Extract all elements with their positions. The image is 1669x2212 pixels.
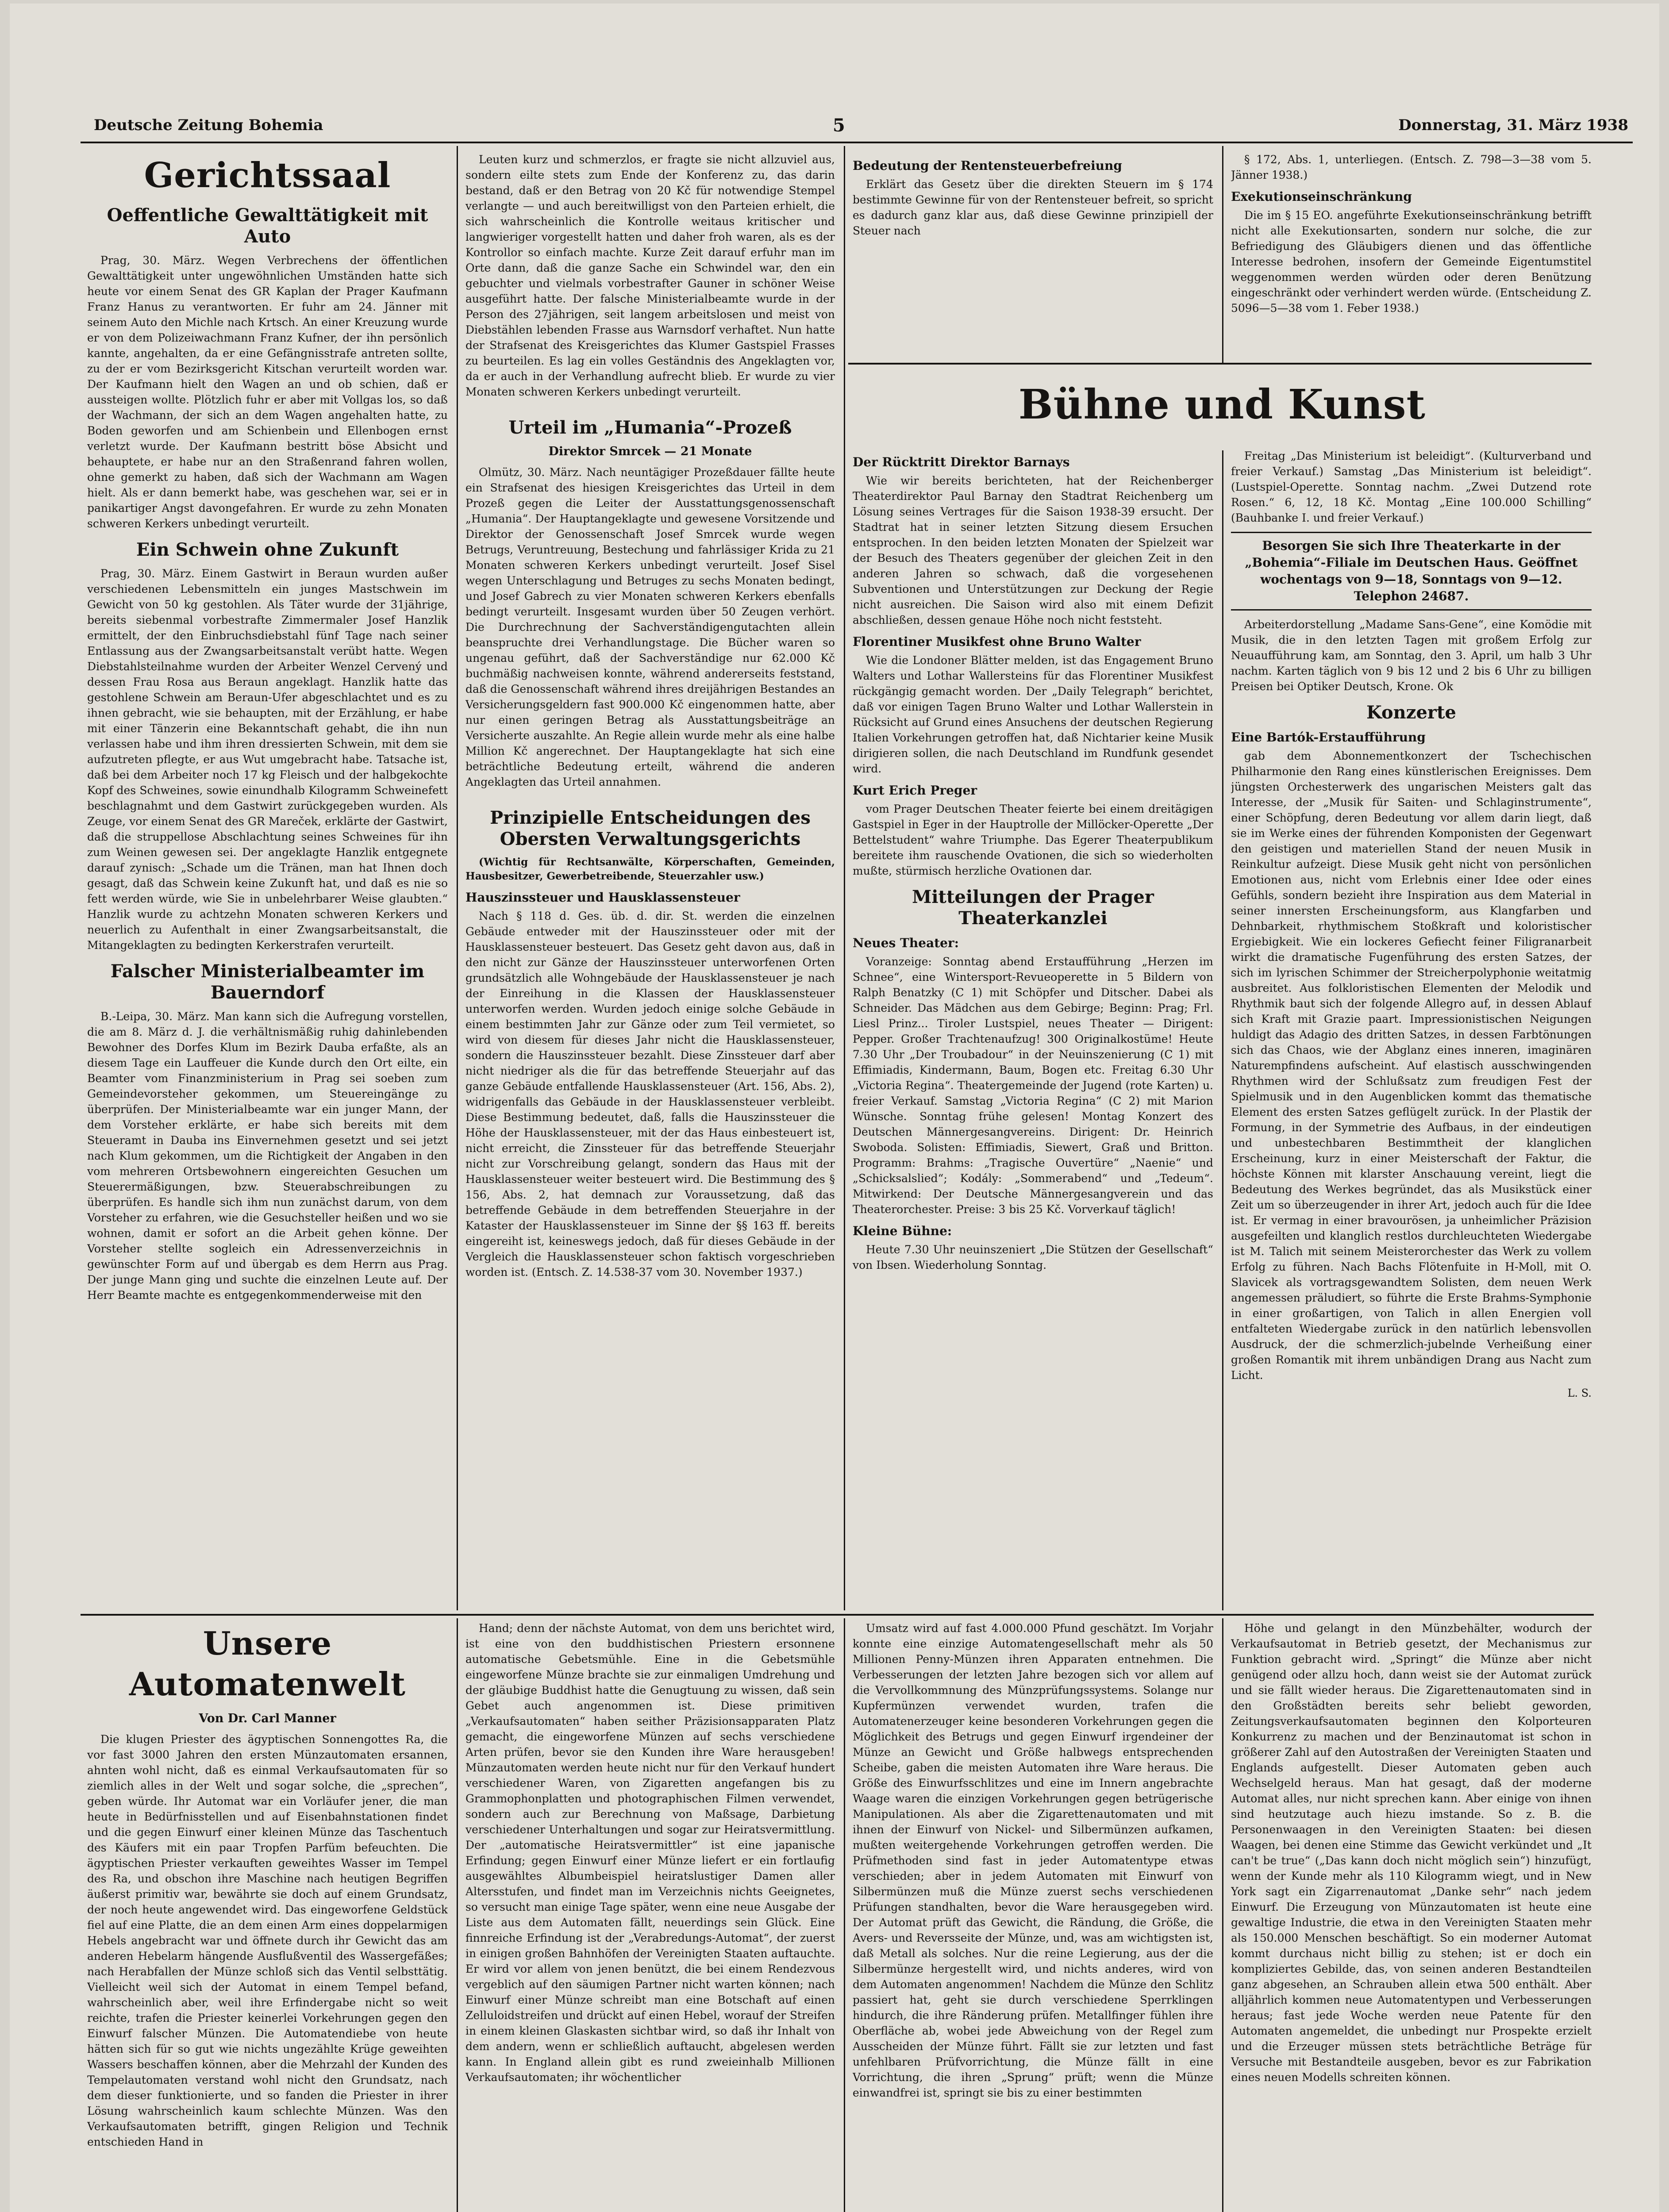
- article-text: Nach § 118 d. Ges. üb. d. dir. St. werden die einzelnen Gebäude entweder mit der Hauszinssteuer oder mit der Hausklassensteuer besteuert. Das Gesetz geht davon aus, daß in den nicht zur Gänze der Hauszinssteuer unterworfenen Orten grundsätzlich alle Wohngebäude der Hausklassensteuer je nach der Einreihung in die Klassen der Hausklassensteuer unterworfen werden. Wurden jedoch einige solche Gebäude in einem bestimmten Jahr zur Gänze oder zum Teil vermietet, so wird von diesem für dieses Jahr nicht die Hausklassensteuer, sondern die Hauszinssteuer bezahlt. Diese Zinssteuer darf aber nicht niedriger als die für das betreffende Steuerjahr auf das ganze Gebäude entfallende Hausklassensteuer (Art. 156, Abs. 2), widrigenfalls das Gebäude in der Hausklassensteuer verbleibt. Diese Bestimmung bedeutet, daß, falls die Hauszinssteuer die Höhe der Hausklassensteuer, mit der das Haus einbesteuert ist, nicht erreicht, die Zinssteuer für das betreffende Steuerjahr nicht zur Vorschreibung gelangt, sondern das Haus mit der Hausklassensteuer weiter besteuert wird. Die Bestimmung des § 156, Abs. 2, hat demnach zur Voraussetzung, daß das betreffende Gebäude in dem betreffenden Steuerjahre in der Kataster der Hausklassensteuer im Sinne der §§ 163 ff. bereits eingereiht ist, keineswegs jedoch, daß für dieses Gebäude in der Vergleich die Hausklassensteuer schon faktisch vorgeschrieben worden ist. (Entsch. Z. 14.538-37 vom 30. November 1937.): [465, 910, 835, 1279]
- article-subtitle: (Wichtig für Rechtsanwälte, Körperschaften, Gemeinden, Hausbesitzer, Gewerbetreibende, Steuerzahler usw.): [465, 856, 835, 882]
- subheading: Kleine Bühne:: [853, 1224, 952, 1238]
- article-title: Urteil im „Humania“-Prozeß: [508, 417, 792, 438]
- article-title-automaten: Unsere Automatenwelt: [129, 1624, 406, 1703]
- article-text: Heute 7.30 Uhr neuinszeniert „Die Stützen der Gesellschaft“ von Ibsen. Wiederholung Sonntag.: [853, 1243, 1213, 1271]
- article-title: Konzerte: [1366, 702, 1456, 723]
- article-title: Oeffentliche Gewalttätigkeit mit Auto: [107, 205, 428, 247]
- article-title: Mitteilungen der Prager Theaterkanzlei: [912, 887, 1154, 929]
- article-text-continued: Leuten kurz und schmerzlos, er fragte sie nicht allzuviel aus, sondern eilte stets zum Ende der Konferenz zu, das darin bestand, daß er den Betrag von 20 Kč für notwendige Stempel verlangte — und auch bereitwilligst von den Parteien erhielt, die sich wahrscheinlich die Kontrolle weitaus kritischer und langwieriger vorgestellt hatten und daher froh waren, als es der Kontrollor so einfach machte. Kurze Zeit darauf erfuhr man im Orte dann, daß die ganze Sache ein Schwindel war, den ein gebuchter und vielmals vorbestrafter Gauner in schöner Weise ausgeführt hatte. Der falsche Ministerialbeamte wurde in der Person des 27jährigen, seit langem arbeitslosen und meist von Diebstählen lebenden Frasse aus Warnsdorf verhaftet. Nun hatte der Strafsenat des Kreisgerichtes das Klumer Gastspiel Frasses zu beurteilen. Es lag ein volles Geständnis des Angeklagten vor, da er auch in der Verhandlung aufrecht blieb. Er wurde zu vier Monaten schweren Kerkers unbedingt verurteilt.: [465, 153, 835, 398]
- article-text: Hand; denn der nächste Automat, von dem uns berichtet wird, ist eine von den buddhistischen Priestern ersonnene automatische Gebetsmühle. Eine in die Gebetsmühle eingeworfene Münze brachte sie zur einmaligen Umdrehung und der gläubige Buddhist hatte die Genugtuung zu wissen, daß sein Gebet auch angenommen ist. Diese primitiven „Verkaufsautomaten“ haben seither Präzisionsapparaten Platz gemacht, die eingeworfene Münzen auf sechs verschiedene Arten prüfen, bevor sie den Kunden ihre Ware herausgeben! Münzautomaten werden heute nicht nur für den Verkauf hundert verschiedener Waren, von Zigaretten angefangen bis zu Grammophonplatten und photographischen Filmen verwendet, sondern auch zur Berechnung von Maßsage, Darbietung verschiedener Unterhaltungen und sogar zur Heiratsvermittlung. Der „automatische Heiratsvermittler“ ist eine japanische Erfindung; gegen Einwurf einer Münze liefert er ein fortlaufig ausgewähltes Albumbeispiel heiratslustiger Damen aller Altersstufen, und findet man im Verzeichnis nichts Geeignetes, so versucht man einige Tage später, wenn eine neue Ausgabe der Liste aus dem Automaten fällt, neuerdings sein Glück. Eine finnreiche Erfindung ist der „Verabredungs-Automat“, der zuerst in einigen großen Bahnhöfen der Vereinigten Staaten auftauchte. Er wird vor allem von jenen benützt, die bei einem Rendezvous vergeblich auf den säumigen Partner nicht warten können; nach Einwurf einer Münze schreibt man eine Botschaft auf einen Zelluloidstreifen und drückt auf einen Hebel, worauf der Streifen in einem kleinen Glaskasten sichtbar wird, so daß ihr Inhalt von dem andern, wenn er schließlich auftaucht, abgelesen werden kann. In England allein gibt es rund zweieinhalb Millionen Verkaufsautomaten; ihr wöchentlicher: [465, 1622, 835, 2084]
- article-text: Voranzeige: Sonntag abend Erstaufführung „Herzen im Schnee“, eine Wintersport-Revueoperette in 5 Bildern von Ralph Benatzky (C 1) mit Schöpfer und Ditscher. Dabei als Schneider. Das Mädchen aus dem Gebirge; Beginn: Prag; Frl. Liesl Prinz... Tiroler Lustspiel, neues Theater — Dirigent: Pepper. Großer Trachtenaufzug! 300 Originalkostüme! Heute 7.30 Uhr „Der Troubadour“ in der Neuinszenierung (C 1) mit Effimiadis, Kindermann, Baum, Bogen etc. Freitag 6.30 Uhr „Victoria Regina“. Theatergemeinde der Jugend (rote Karten) u. freier Verkauf. Samstag „Victoria Regina“ (C 2) mit Marion Wünsche. Sonntag frühe gelesen! Montag Konzert des Deutschen Männergesangvereins. Dirigent: Dr. Heinrich Swoboda. Solisten: Effimiadis, Siewert, Graß und Britton. Programm: Brahms: „Tragische Ouvertüre“ „Naenie“ und „Schicksalslied“; Kodály: „Sommerabend“ und „Tedeum“. Mitwirkend: Der Deutsche Männergesangverein und das Theaterorchester. Preise: 3 bis 25 Kč. Vorverkauf täglich!: [853, 955, 1213, 1216]
- column-automaten-4: [1231, 1621, 1592, 2212]
- article-text: Wie die Londoner Blätter melden, ist das Engagement Bruno Walters und Lothar Wallersteins für das Florentiner Musikfest rückgängig gemacht worden. Der „Daily Telegraph“ berichtet, daß vor einigen Tagen Bruno Walter und Lothar Wallerstein in Rücksicht auf Grund eines Ansuchens der deutschen Regierung Italien Vorkehrungen getroffen hat, daß Nichtarier keine Musik dirigieren sollen, die nach Deutschland im Rundfunk gesendet wird.: [853, 654, 1213, 775]
- column-two: [465, 152, 835, 1609]
- article-text: Olmütz, 30. März. Nach neuntägiger Prozeßdauer fällte heute ein Strafsenat des hiesigen Kreisgerichtes das Urteil in dem Prozeß gegen die Leiter der Ausstattungsgenossenschaft „Humania“. Der Hauptangeklagte und gewesene Vorsitzende und Direktor der Genossenschaft Josef Smrcek wurde wegen Betrugs, Veruntreuung, Bestechung und fahrlässiger Krida zu 21 Monaten schweren Kerkers unbedingt verurteilt. Josef Sisel wegen Unterschlagung und Betruges zu sechs Monaten bedingt, und Josef Gabrech zu vier Monaten schweren Kerkers ebenfalls bedingt verurteilt. Insgesamt wurden über 50 Zeugen verhört. Die Durchrechnung der Sachverständigengutachten allein beanspruchte drei Verhandlungstage. Die Bücher waren so ungenau geführt, daß der Sachverständige nur 62.000 Kč buchmäßig nachweisen konnte, während andererseits feststand, daß die Genossenschaft während ihres dreijährigen Bestandes an Versicherungsgeldern fast 900.000 Kč eingenommen hatte, aber nur einen geringen Betrag als Ausstattungsbeiträge an Versicherte auszahlte. An Regie allein wurde mehr als eine halbe Million Kč angerechnet. Der Hauptangeklagte hat sich eine beträchtliche Bedeutung erteilt, während die anderen Angeklagten das Urteil annahmen.: [465, 466, 835, 788]
- article-text: Umsatz wird auf fast 4.000.000 Pfund geschätzt. Im Vorjahr konnte eine einzige Automatengesellschaft mehr als 50 Millionen Penny-Münzen ihren Apparaten entnehmen. Die Verbesserungen der letzten Jahre bezogen sich vor allem auf die Vervollkommnung des Münzprüfungssystems. Solange nur Kupfermünzen verwendet wurden, trafen die Automatenerzeuger keine besonderen Vorkehrungen gegen die Möglichkeit des Betrugs und gegen Einwurf irgendeiner der Münze an Gewicht und Größe halbwegs entsprechenden Scheibe, gaben die meisten Automaten ihre Ware heraus. Die Größe des Einwurfsschlitzes und eine im Innern angebrachte Waage waren die einzigen Vorkehrungen gegen betrügerische Manipulationen. Als aber die Zigarettenautomaten und mit ihnen der Einwurf von Nickel- und Silbermünzen aufkamen, mußten weitergehende Vorkehrungen getroffen werden. Die Prüfmethoden sind fast in jeder Automatentype etwas verschieden; aber in jedem Automaten mit Einwurf von Silbermünzen muß die Münze zuerst sechs verschiedenen Prüfungen standhalten, bevor die Ware herausgegeben wird. Der Automat prüft das Gewicht, die Rändung, die Größe, die Avers- und Reversseite der Münze, und, was am wichtigsten ist, daß Metall als solches. Nur die reine Legierung, aus der die Silbermünze hergestellt wird, und nichts anderes, wird von dem Automaten angenommen! Nachdem die Münze den Schlitz passiert hat, geht sie durch verschiedene Sperrklingen hindurch, die ihre Ränderung prüfen. Metallfinger fühlen ihre Oberfläche ab, wobei jede Abweichung von der Regel zum Ausscheiden der Münze führt. Fällt sie zur letzten und fast unfehlbaren Prüfvorrichtung, die Münze fällt in eine Vorrichtung, die ihren „Sprung“ prüft; wenn die Münze einwandfrei ist, springt sie bis zu einer bestimmten: [853, 1622, 1213, 2099]
- header-rule: [81, 142, 1633, 143]
- subheading: Eine Bartók-Erstaufführung: [1231, 730, 1426, 745]
- article-text: Die im § 15 EO. angeführte Exekutionseinschränkung betrifft nicht alle Exekutionsarten, sondern nur solche, die zur Befriedigung des Gläubigers dienen und das öffentliche Interesse bedrohen, insofern der Gemeinde Eigentumstitel weggenommen werden würden oder deren Benützung eingeschränkt oder verhindert werden würde. (Entscheidung Z. 5096—5—38 vom 1. Feber 1938.): [1231, 209, 1592, 315]
- author-signature: L. S.: [1567, 1387, 1592, 1399]
- article-title: Prinzipielle Entscheidungen des Obersten Verwaltungsgerichts: [490, 807, 811, 849]
- column-gerichtssaal: [87, 152, 448, 1609]
- page-number: 5: [833, 115, 845, 136]
- column-divider: [1222, 146, 1223, 363]
- ticket-notice-box: Besorgen Sie sich Ihre Theaterkarte in der „Bohemia“-Filiale im Deutschen Haus. Geöffnet wochentags von 9—18, Sonntags von 9—12. Telephon 24687.: [1231, 532, 1592, 611]
- column-automaten-1: [87, 1621, 448, 2212]
- column-divider: [457, 1618, 458, 2212]
- article-text: § 172, Abs. 1, unterliegen. (Entsch. Z. 798—3—38 vom 5. Jänner 1938.): [1231, 153, 1592, 181]
- column-three-buehne: [853, 448, 1213, 1609]
- column-four-buehne: [1231, 448, 1592, 1609]
- article-text: Höhe und gelangt in den Münzbehälter, wodurch der Verkaufsautomat in Betrieb gesetzt, der Mechanismus zur Funktion gebracht wird. „Springt“ die Münze aber nicht genügend oder allzu hoch, dann weist sie der Automat zurück und sie fällt wieder heraus. Die Zigarettenautomaten sind in den Großstädten bereits sehr beliebt geworden, Zeitungsverkaufsautomaten beginnen den Kolporteuren Konkurrenz zu machen und der Benzinautomat ist schon in größerer Zahl auf den Autostraßen der Vereinigten Staaten und Englands aufgestellt. Dieser Automaten geben auch Wechselgeld heraus. Man hat gesagt, daß der moderne Automat alles, nur nicht sprechen kann. Aber einige von ihnen sind heutzutage auch hiezu imstande. So z. B. die Personenwaagen in den Vereinigten Staaten: bei diesen Waagen, bei denen eine Stimme das Gewicht verkündet und „It can't be true“ („Das kann doch nicht möglich sein“) hinzufügt, wenn der Kunde mehr als 110 Kilogramm wiegt, und in New York sagt ein Zigarrenautomat „Danke sehr“ nach jedem Einwurf. Die Erzeugung von Münzautomaten ist heute eine gewaltige Industrie, die etwa in den Vereinigten Staaten mehr als 150.000 Menschen beschäftigt. So ein moderner Automat kommt durchaus nicht billig zu stehen; ist er doch ein kompliziertes Gebilde, das, von seinen anderen Bestandteilen ganz abgesehen, an Schrauben allein etwa 500 enthält. Aber alljährlich kommen neue Automatentypen und Verbesserungen heraus; fast jede Woche werden neue Patente für den Automaten angemeldet, die unbedingt nur Prospekte erzielt und die Erzeuger müssen stets beträchtliche Beträge für Versuche mit Bestandteile ausgeben, bevor es zur Fabrikation eines neuen Modells schreiten können.: [1231, 1622, 1592, 2084]
- subheading: Florentiner Musikfest ohne Bruno Walter: [853, 634, 1141, 649]
- newspaper-page: [10, 4, 1659, 2212]
- column-divider: [1222, 450, 1223, 1610]
- subheading: Kurt Erich Preger: [853, 783, 977, 798]
- subheading: Bedeutung der Rentensteuerbefreiung: [853, 158, 1123, 173]
- column-divider: [457, 146, 458, 1610]
- section-divider: [848, 363, 1592, 365]
- article-text: vom Prager Deutschen Theater feierte bei einem dreitägigen Gastspiel in Eger in der Hauptrolle der Millöcker-Operette „Der Bettelstudent“ wahre Triumphe. Das Egerer Theaterpublikum bereitete ihm rauschende Ovationen, die sich so wiederholten mußte, stürmisch herzliche Ovationen dar.: [853, 803, 1213, 877]
- column-three-top: [853, 152, 1213, 360]
- subheading: Exekutionseinschränkung: [1231, 189, 1412, 204]
- column-divider: [844, 146, 845, 1610]
- column-automaten-2: [465, 1621, 835, 2212]
- article-title: Ein Schwein ohne Zukunft: [136, 539, 399, 560]
- subheading: Neues Theater:: [853, 936, 959, 950]
- column-four-top: [1231, 152, 1592, 360]
- article-text: Erklärt das Gesetz über die direkten Steuern im § 174 bestimmte Gewinne für von der Rentensteuer befreit, so spricht es dadurch ganz klar aus, daß diese Gewinne prinzipiell der Steuer nach: [853, 178, 1213, 237]
- article-text: Freitag „Das Ministerium ist beleidigt“. (Kulturverband und freier Verkauf.) Samstag „Das Ministerium ist beleidigt“. (Lustspiel-Operette. Sonntag nachm. „Zwei Dutzend rote Rosen.“ 6, 12, 18 Kč. Montag „Eine 100.000 Schilling“ (Bauhbanke I. und freier Verkauf.): [1231, 449, 1592, 524]
- column-automaten-3: [853, 1621, 1213, 2212]
- subheading: Der Rücktritt Direktor Barnays: [853, 455, 1070, 469]
- article-byline: Direktor Smrcek — 21 Monate: [548, 445, 752, 458]
- article-text: Arbeiterdorstellung „Madame Sans-Gene“, eine Komödie mit Musik, die in den letzten Tagen mit großem Erfolg zur Neuaufführung kam, am Sonntag, den 3. April, um halb 3 Uhr nachm. Karten täglich von 9 bis 12 und 2 bis 6 Uhr zu billigen Preisen bei Optiker Deutsch, Krone. Ok: [1231, 618, 1592, 693]
- section-title-buehne: Bühne und Kunst: [1018, 380, 1426, 428]
- article-byline: Von Dr. Carl Manner: [199, 1712, 336, 1725]
- column-divider: [844, 1618, 845, 2212]
- article-text: Die klugen Priester des ägyptischen Sonnengottes Ra, die vor fast 3000 Jahren den ersten Münzautomaten ersannen, ahnten wohl nicht, daß es einmal Verkaufsautomaten für so ziemlich alles in der Welt und sogar solche, die „sprechen“, geben würde. Ihr Automat war ein Vorläufer jener, die man heute in Bedürfnisstellen und auf Eisenbahnstationen findet und die gegen Einwurf einer kleinen Münze das Taschentuch des Käufers mit ein paar Tropfen Parfüm befeuchten. Die ägyptischen Priester verkauften geweihtes Wasser im Tempel des Ra, und obschon ihre Maschine nach heutigen Begriffen äußerst primitiv war, bewährte sie doch auf einem Grundsatz, der noch heute angewendet wird. Das eingeworfene Geldstück fiel auf eine Platte, die an dem einen Arm eines doppelarmigen Hebels angebracht war und öffnete durch ihr Gewicht das am anderen Hebelarm hängende Ausflußventil des Wassergefäßes; nach Herabfallen der Münze schloß sich das Ventil selbsttätig. Vielleicht weil sich der Automat in einem Tempel befand, wahrscheinlich aber, weil ihre Erfindergabe nicht so weit reichte, trafen die Priester keinerlei Vorkehrungen gegen den Einwurf falscher Münzen. Die Automatendiebe von heute hätten sich für so gut wie nichts ungezählte Krüge geweihten Wassers beschaffen können, aber die Mehrzahl der Kunden des Tempelautomaten verstand wohl nicht den Grundsatz, nach dem dieser funktionierte, und so fanden die Priester in ihrer Lösung wahrscheinlich kaum schlechte Münzen. Was den Verkaufsautomaten betrifft, gingen Religion und Technik entschieden Hand in: [87, 1733, 448, 2148]
- issue-date: Donnerstag, 31. März 1938: [1398, 116, 1628, 134]
- article-text: Prag, 30. März. Einem Gastwirt in Beraun wurden außer verschiedenen Lebensmitteln ein junges Mastschwein im Gewicht von 50 kg gestohlen. Als Täter wurde der 31jährige, bereits siebenmal vorbestrafte Zimmermaler Josef Hanzlik ermittelt, der den Einbruchsdiebstahl fünf Tage nach seiner Entlassung aus der Zwangsarbeitsanstalt verübt hatte. Wegen Diebstahlsteilnahme wurden der Arbeiter Wenzel Cervený und dessen Frau Rosa aus Beraun angeklagt. Hanzlik hatte das gestohlene Schwein am Beraun-Ufer abgeschlachtet und es zu ihnen gebracht, wie sie behaupten, mit der Erzählung, er habe mit einer Tänzerin eine Bekanntschaft gehabt, die ihn nun verlassen habe und ihm ihren dressierten Schwein, mit dem sie aufzutreten pflegte, er aus Wut umgebracht habe. Tatsache ist, daß bei dem Arbeiter noch 17 kg Fleisch und der halbgekochte Kopf des Schweines, sowie einundhalb Kilogramm Schweinefett beschlagnahmt und dem Gastwirt zurückgegeben wurden. Als Zeuge, vor einem Senat des GR Mareček, erklärte der Gastwirt, daß die struppellose Abschlachtung seines Schweines für ihn zum Weinen gewesen sei. Der angeklagte Hanzlik entgegnete darauf zynisch: „Schade um die Tränen, man hat Ihnen doch gesagt, daß das Schwein keine Zukunft hat, und daß es nie so fett werden würde, wie Sie in unbelehrbarer Weise glaubten.“ Hanzlik wurde zu achtzehn Monaten schweren Kerkers und neuerlich zu Aufenthalt in einer Zwangsarbeitsanstalt, die Mitangeklagten zu bedingten Kerkerstrafen verurteilt.: [87, 567, 448, 952]
- column-divider: [1222, 1618, 1223, 2212]
- article-title: Falscher Ministerialbeamter im Bauerndorf: [110, 961, 425, 1003]
- section-divider: [81, 1614, 1594, 1616]
- article-text: Wie wir bereits berichteten, hat der Reichenberger Theaterdirektor Paul Barnay den Stadtrat Reichenberg um Lösung seines Vertrages für die Saison 1938-39 ersucht. Der Stadtrat hat in seiner letzten Sitzung diesem Ersuchen entsprochen. In den beiden letzten Monaten der Spielzeit war der Besuch des Theaters gegenüber der gleichen Zeit in den anderen Jahren so schwach, daß die vorgesehenen Subventionen und Unterstützungen zur Deckung der Regie nicht ausreichen. Die Saison wird also mit einem Defizit abschließen, dessen genaue Höhe noch nicht feststeht.: [853, 474, 1213, 626]
- article-text: Prag, 30. März. Wegen Verbrechens der öffentlichen Gewalttätigkeit unter ungewöhnlichen Umständen hatte sich heute vor einem Senat des GR Kaplan der Prager Kaufmann Franz Hanus zu verantworten. Er fuhr am 24. Jänner mit seinem Auto den Michle nach Krtsch. An einer Kreuzung wurde er von dem Polizeiwachmann Franz Kufner, der ihn persönlich kannte, angehalten, da er eine Gefängnisstrafe antreten sollte, zu der er vom Bezirksgericht Kitschan verurteilt worden war. Der Kaufmann hielt den Wagen an und ob schien, daß er aussteigen wollte. Plötzlich fuhr er aber mit Vollgas los, so daß der Wachmann, der sich an dem Wagen angehalten hatte, zu Boden geworfen und am Schienbein und Ellenbogen ernst verletzt wurde. Der Kaufmann bestritt böse Absicht und behauptete, er habe nur an den Straßenrand fahren wollen, ohne gemerkt zu haben, daß sich der Wachmann am Wagen hielt. Als er dann bemerkt habe, was geschehen war, sei er in panikartiger Angst davongefahren. Er wurde zu zehn Monaten schweren Kerkers unbedingt verurteilt.: [87, 254, 448, 530]
- article-text: B.-Leipa, 30. März. Man kann sich die Aufregung vorstellen, die am 8. März d. J. die verhältnismäßig ruhig dahinlebenden Bewohner des Dorfes Klum im Bezirk Dauba erfaßte, als an diesem Tage ein Lauffeuer die Kunde durch den Ort eilte, ein Beamter vom Finanzministerium in Prag sei soeben zum Gemeindevorsteher gekommen, um Steuereingänge zu überprüfen. Der Ministerialbeamte war ein junger Mann, der dem Vorsteher erklärte, er habe sich bereits mit dem Steueramt in Dauba ins Einvernehmen gesetzt und sei jetzt nach Klum gekommen, um die Richtigkeit der Angaben in den vom mehreren Ortsbewohnern eingereichten Gesuchen um Steuerermäßigungen, bzw. Steuerabschreibungen zu überprüfen. Es handle sich ihm nun zunächst darum, von dem Vorsteher zu erfahren, wie die Gesuchsteller heißen und wo sie wohnen, damit er sofort an die Arbeit gehen könne. Der Vorsteher stellte sogleich ein Adressenverzeichnis in gewünschter Form auf und übergab es dem Herrn aus Prag. Der junge Mann ging und suchte die einzelnen Leute auf. Der Herr Beamte machte es entgegenkommenderweise mit den: [87, 1010, 448, 1302]
- section-title-gerichtssaal: Gerichtssaal: [144, 155, 391, 196]
- paper-name: Deutsche Zeitung Bohemia: [94, 116, 323, 134]
- article-text: gab dem Abonnementkonzert der Tschechischen Philharmonie den Rang eines künstlerischen Ereignisses. Dem jüngsten Orchesterwerk des ungarischen Meisters galt das Interesse, der „Musik für Saiten- und Schlaginstrumente“, einer Schöpfung, deren Bedeutung vor allem darin liegt, daß sie im Werke eines der führenden Komponisten der Gegenwart den geistigen und materiellen Stand der neuen Musik in Reinkultur aufzeigt. Diese Musik geht nicht von persönlichen Emotionen aus, nicht vom Erlebnis einer Idee oder eines Gefühls, sondern bezieht ihre Inspiration aus dem Material in seiner innersten Erscheinungsform, aus Klangfarben und Dehnbarkeit, rhythmischem Stoßkraft und koloristischer Ergiebigkeit. Wie ein lockeres Gefiecht feiner Filigranarbeit wirkt die dramatische Fugenführung des ersten Satzes, der sich im lyrischen Schimmer der Streicherpolyphonie weitatmig ausbreitet. Aus folkloristischen Elementen der Melodik und Rhythmik baut sich der folgende Allegro auf, in dessen Ablauf sich Kraft mit Grazie paart. Impressionistischen Neigungen huldigt das Adagio des dritten Satzes, in dessen Farbtönungen sich das Chaos, wie der Abglanz eines inneren, imaginären Naturempfindens aufscheint. Auf elastisch ausschwingenden Rhythmen wird der Schlußsatz zum freudigen Fest der Spielmusik und in den Augenblicken kommt das thematische Element des ersten Satzes geflügelt zurück. In der Plastik der Formung, in der Symmetrie des Aufbaus, in der eindeutigen und unbestechbaren Bestimmtheit der klanglichen Erscheinung, kurz in einer Meisterschaft der Faktur, die höchste Können mit klarster Anschauung vereint, liegt die Bedeutung des Werkes begründet, das als Musikstück einer Zeit um so überzeugender in ihrer Art, jedoch auch für die Idee ist. Er vermag in einer bravourösen, ja unheimlicher Präzision ausgefeilten und klanglich restlos durchleuchteten Wiedergabe ist M. Talich mit seinem Meisterorchester das Werk zu vollem Erfolg zu führen. Nach Bachs Flötenfuite in H-Moll, mit O. Slavicek als vortragsgewandtem Solisten, dem neuen Werk angemessen präludiert, so führte die Erste Brahms-Symphonie in einer großartigen, von Talich in allen Energien voll entfalteten Wiedergabe zurück in den natürlich lebensvollen Ausdruck, der die schmerzlich-jubelnde Verheißung einer großen Romantik mit ihrem unbändigen Drang aus Nacht zum Licht.: [1231, 749, 1592, 1382]
- subheading: Hauszinssteuer und Hausklassensteuer: [465, 890, 740, 905]
